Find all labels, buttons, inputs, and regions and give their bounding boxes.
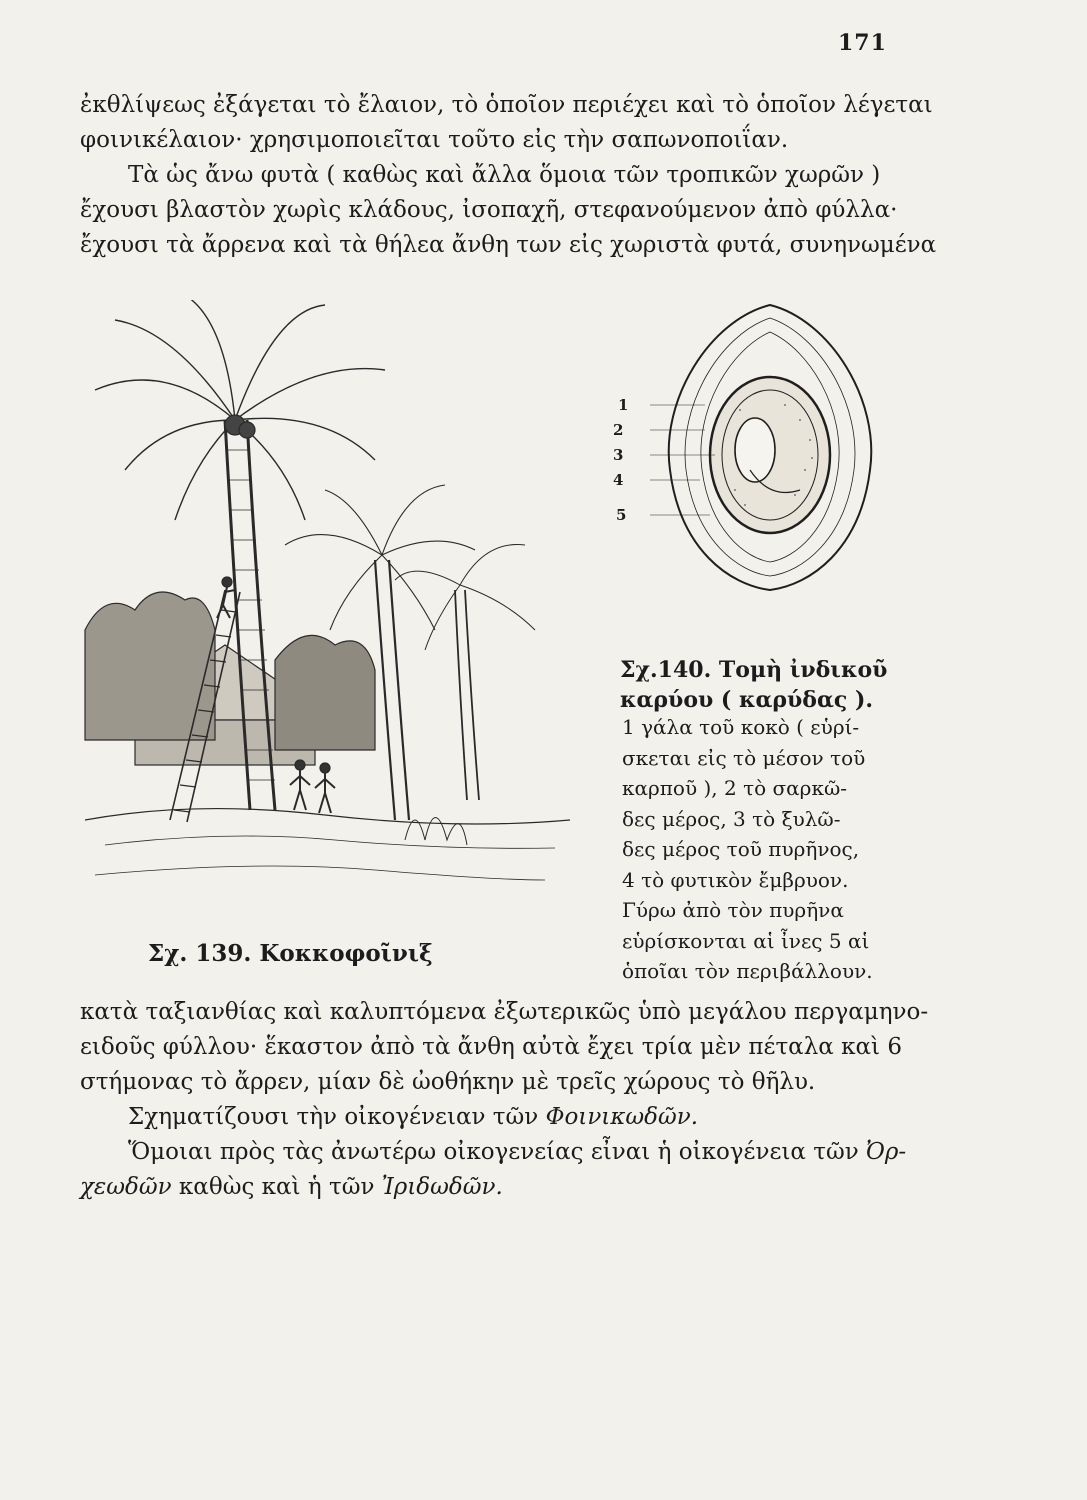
figure-139-caption: Σχ. 139. Κοκκοφοῖνιξ	[148, 940, 433, 967]
text-line: κατὰ ταξιανθίας καὶ καλυπτόμενα ἐξωτερικῶς ὑπὸ μεγάλου περγαμηνο-	[80, 999, 929, 1025]
text-line: ἔχουσι βλαστὸν χωρὶς κλάδους, ἰσοπαχῆ, στεφανούμενον ἀπὸ φύλλα·	[80, 197, 898, 223]
family-name-italic: Ἰριδωδῶν.	[381, 1174, 503, 1200]
caption-line: Σχ.140. Τομὴ ἰνδικοῦ	[620, 657, 888, 683]
page-number: 171	[838, 30, 887, 56]
caption-line: δες μέρος, 3 τὸ ξυλῶ-	[622, 806, 841, 831]
family-name-italic: Ὀρ-	[866, 1139, 907, 1165]
caption-line: δες μέρος τοῦ πυρῆνος,	[622, 837, 860, 861]
text-line: φοινικέλαιον· χρησιμοποιεῖται τοῦτο εἰς τὴν σαπωνοποιΐαν.	[80, 127, 789, 153]
text-line: Τὰ ὡς ἄνω φυτὰ ( καθὼς καὶ ἄλλα ὅμοια τῶν τροπικῶν χωρῶν )	[128, 162, 881, 188]
text-line: ἐκθλίψεως ἐξάγεται τὸ ἔλαιον, τὸ ὁποῖον περιέχει καὶ τὸ ὁποῖον λέγεται	[80, 92, 933, 118]
caption-line: καρύου ( καρύδας ).	[620, 687, 874, 713]
caption-line: σκεται εἰς τὸ μέσον τοῦ	[622, 745, 866, 770]
caption-line: 1 γάλα τοῦ κοκὸ ( εὑρί-	[622, 715, 860, 739]
text-line: ειδοῦς φύλλου· ἕκαστον ἀπὸ τὰ ἄνθη αὐτὰ ἔχει τρία μὲν πέταλα καὶ 6	[80, 1034, 903, 1060]
caption-line: ὁποῖαι τὸν περιβάλλουν.	[622, 959, 873, 983]
bottom-paragraph	[80, 995, 929, 1205]
text-fragment: Ὅμοιαι πρὸς τὰς ἀνωτέρω οἰκογενείας εἶναι ἡ οἰκογένεια τῶν	[128, 1139, 866, 1165]
text-line: ἔχουσι τὰ ἄρρενα καὶ τὰ θήλεα ἄνθη των εἰς χωριστὰ φυτά, συνηνωμένα	[80, 232, 937, 258]
caption-line: 4 τὸ φυτικὸν ἔμβρυον.	[622, 867, 849, 892]
caption-line: καρποῦ ), 2 τὸ σαρκῶ-	[622, 776, 848, 800]
diagram-label-2: 2	[613, 421, 624, 439]
text-line: στήμονας τὸ ἄρρεν, μίαν δὲ ὠοθήκην μὲ τρεῖς χώρους τὸ θῆλυ.	[80, 1069, 816, 1095]
text-line	[80, 1135, 920, 1170]
family-name-italic: Φοινικωδῶν.	[545, 1104, 699, 1130]
text-fragment: Σχηματίζουσι τὴν οἰκογένειαν τῶν	[128, 1104, 546, 1130]
text-fragment: καθὼς καὶ ἡ τῶν	[171, 1174, 382, 1200]
text-line	[80, 1100, 920, 1135]
figure-140-caption-title	[620, 655, 887, 715]
text-line	[80, 1170, 920, 1205]
caption-line: Γύρω ἀπὸ τὸν πυρῆνα	[622, 898, 844, 922]
diagram-label-5: 5	[616, 506, 627, 524]
diagram-label-3: 3	[613, 446, 624, 464]
coconut-palm-illustration	[75, 300, 575, 940]
caption-line: εὑρίσκονται αἱ ἶνες 5 αἱ	[622, 928, 870, 953]
coconut-cross-section-diagram	[650, 300, 890, 600]
diagram-label-1: 1	[618, 396, 629, 414]
top-paragraph	[80, 88, 937, 263]
figure-140-caption-body	[622, 712, 873, 987]
diagram-label-4: 4	[613, 471, 624, 489]
family-name-italic: χεωδῶν	[80, 1174, 172, 1200]
